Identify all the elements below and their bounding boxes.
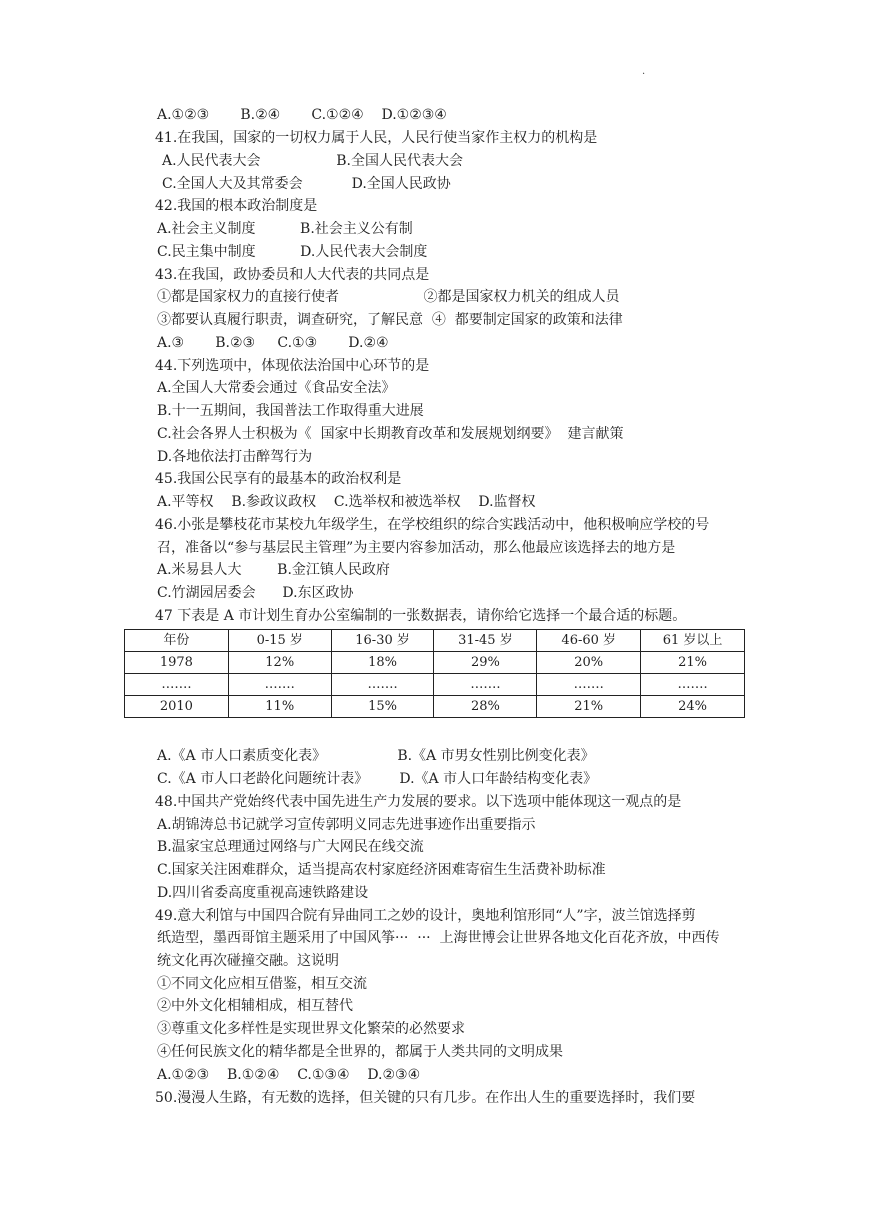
text-line: ①都是国家权力的直接行使者 ②都是国家权力机关的组成人员 [157,289,620,305]
text-line: 50.漫漫人生路，有无数的选择，但关键的只有几步。在作出人生的重要选择时，我们要 [155,1090,696,1106]
table-row [125,674,745,696]
text-line: A.③ B.②③ C.①③ D.②④ [157,335,389,351]
page-mark: . [642,66,646,77]
text-line: C.社会各界人士积极为《 国家中长期教育改革和发展规划纲要》 建言献策 [157,426,624,442]
text-line: ②中外文化相辅相成，相互替代 [157,998,353,1014]
table-cell: ……. [125,674,229,696]
text-line: 45.我国公民享有的最基本的政治权利是 [155,471,402,487]
text-line: 41.在我国，国家的一切权力属于人民，人民行使当家作主权力的机构是 [155,130,598,146]
table-cell: 1978 [125,652,229,674]
population-data-table [124,629,745,718]
table-cell: 28% [434,696,537,718]
text-line: C.全国人大及其常委会 D.全国人民政协 [162,176,451,192]
text-line: 43.在我国，政协委员和人大代表的共同点是 [155,267,430,283]
text-line: B.十一五期间，我国普法工作取得重大进展 [157,403,424,419]
table-cell: ……. [434,674,537,696]
text-line: C.竹湖园居委会 D.东区政协 [157,585,354,601]
table-header-cell: 46-60 岁 [537,630,641,652]
text-line: A.人民代表大会 B.全国人民代表大会 [162,153,463,169]
table-cell: ……. [537,674,641,696]
text-line: A.胡锦涛总书记就学习宣传郭明义同志先进事迹作出重要指示 [157,817,536,833]
text-line: B.温家宝总理通过网络与广大网民在线交流 [157,839,424,855]
table-row [125,652,745,674]
text-line: 47 下表是 A 市计划生育办公室编制的一张数据表，请你给它选择一个最合适的标题。 [155,608,687,624]
table-cell: ……. [228,674,331,696]
text-line: A.全国人大常委会通过《食品安全法》 [157,380,396,396]
text-line: C.国家关注困难群众，适当提高农村家庭经济困难寄宿生生活费补助标准 [157,862,606,878]
table-cell: 2010 [125,696,229,718]
text-line: ④任何民族文化的精华都是全世界的，都属于人类共同的文明成果 [157,1044,563,1060]
table-cell: 21% [641,652,745,674]
text-line: 48.中国共产党始终代表中国先进生产力发展的要求。以下选项中能体现这一观点的是 [155,794,682,810]
text-line: ③尊重文化多样性是实现世界文化繁荣的必然要求 [157,1021,465,1037]
table-cell: 29% [434,652,537,674]
table-row [125,696,745,718]
text-line: 纸造型，墨西哥馆主题采用了中国风筝··· ··· 上海世博会让世界各地文化百花齐放，中西传 [157,930,720,946]
table-header-cell: 16-30 岁 [331,630,434,652]
table-header-row [125,630,745,652]
table-cell: 21% [537,696,641,718]
text-line: A.①②③ B.②④ C.①②④ D.①②③④ [157,107,447,123]
table-cell: ……. [641,674,745,696]
table-cell: 12% [228,652,331,674]
text-line: 44.下列选项中，体现依法治国中心环节的是 [155,358,430,374]
table-cell: 11% [228,696,331,718]
text-line: A.米易县人大 B.金江镇人民政府 [157,562,390,578]
text-line: 统文化再次碰撞交融。这说明 [157,953,339,969]
text-line: C.民主集中制度 D.人民代表大会制度 [157,244,428,260]
text-line: 46.小张是攀枝花市某校九年级学生，在学校组织的综合实践活动中，他积极响应学校的号 [155,517,710,533]
table-header-cell: 年份 [125,630,229,652]
text-line: 召，准备以“参与基层民主管理”为主要内容参加活动，那么他最应该选择去的地方是 [157,540,676,556]
text-line: A.平等权 B.参政议政权 C.选举权和被选举权 D.监督权 [157,494,536,510]
table-cell: 15% [331,696,434,718]
table-cell: ……. [331,674,434,696]
text-line: A.①②③ B.①②④ C.①③④ D.②③④ [157,1067,421,1083]
text-line: A.社会主义制度 B.社会主义公有制 [157,221,413,237]
text-line: D.四川省委高度重视高速铁路建设 [157,885,369,901]
text-line: ①不同文化应相互借鉴，相互交流 [157,976,367,992]
text-line: A.《A 市人口素质变化表》 B.《A 市男女性别比例变化表》 [157,748,595,764]
table-header-cell: 0-15 岁 [228,630,331,652]
table-cell: 18% [331,652,434,674]
text-line: 42.我国的根本政治制度是 [155,198,318,214]
text-line: D.各地依法打击醉驾行为 [157,449,313,465]
table-cell: 24% [641,696,745,718]
table-header-cell: 31-45 岁 [434,630,537,652]
text-line: C.《A 市人口老龄化问题统计表》 D.《A 市人口年龄结构变化表》 [157,771,598,787]
text-line: ③都要认真履行职责，调查研究，了解民意 ④ 都要制定国家的政策和法律 [157,312,623,328]
text-line: 49.意大利馆与中国四合院有异曲同工之妙的设计，奥地利馆形同“人”字，波兰馆选择剪 [155,908,696,924]
table-header-cell: 61 岁以上 [641,630,745,652]
table-cell: 20% [537,652,641,674]
